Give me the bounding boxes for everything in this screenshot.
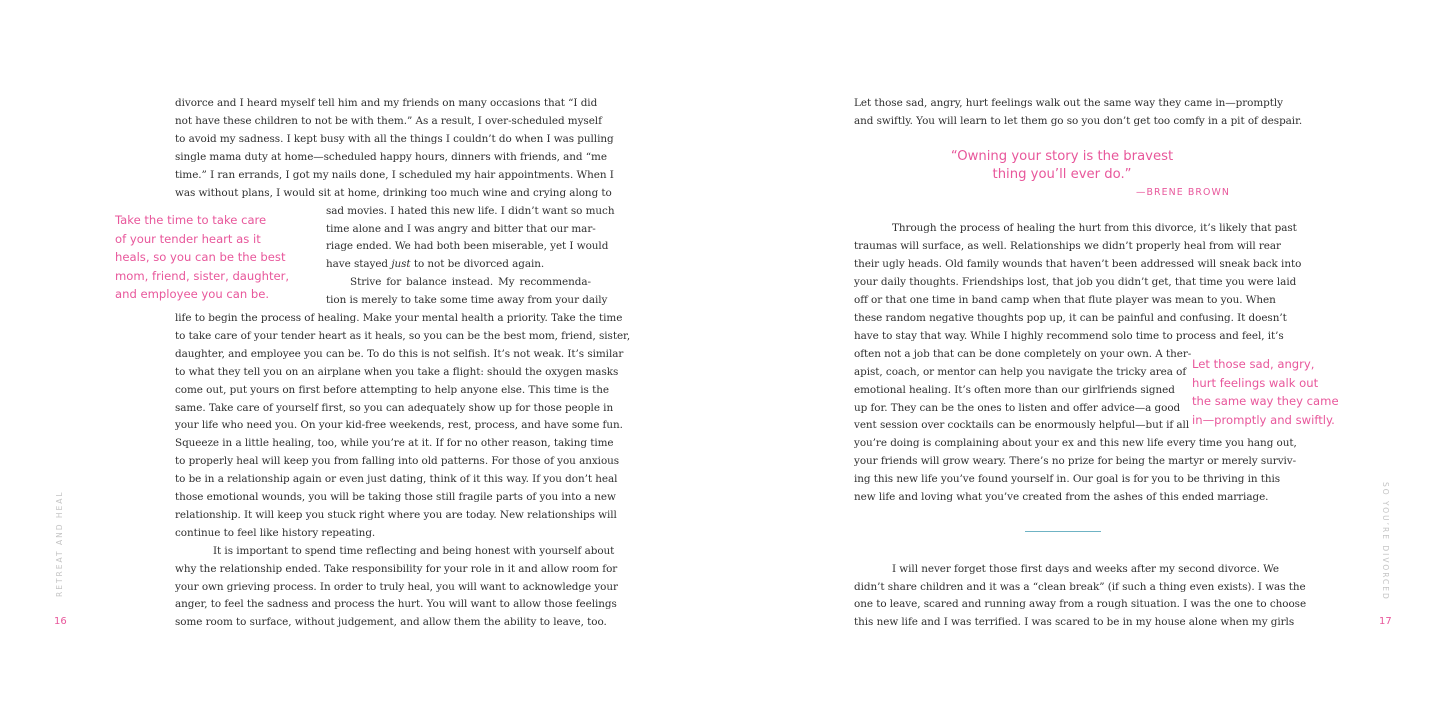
text-line: didn’t share children and it was a “clean break” (if such a thing even exists). I was the (854, 581, 1306, 593)
text-line: those emotional wounds, you will be taking those still fragile parts of you into a new (175, 491, 616, 503)
quote-line: thing you’ll ever do.” (992, 167, 1132, 182)
pull-quote-line: and employee you can be. (115, 287, 270, 302)
text-line: divorce and I heard myself tell him and my friends on many occasions that “I did (175, 97, 598, 109)
pull-quote-line: Let those sad, angry, (1192, 357, 1315, 371)
page-number-right: 17 (1379, 616, 1392, 627)
text-line: anger, to feel the sadness and process the hurt. You will want to allow those feelings (175, 598, 617, 610)
text-line: emotional healing. It’s often more than our girlfriends signed (854, 384, 1175, 396)
quote-line: “Owning your story is the bravest (950, 149, 1174, 164)
text-line: off or that one time in band camp when that flute player was mean to you. When (854, 294, 1276, 306)
text-line: one to leave, scared and running away from a rough situation. I was the one to choose (854, 598, 1307, 610)
text-line: often not a job that can be done completely on your own. A ther- (854, 348, 1192, 360)
text-line: new life and loving what you’ve created from the ashes of this ended marriage. (854, 491, 1269, 503)
text-line: have to stay that way. While I highly recommend solo time to process and feel, it’s (854, 330, 1284, 342)
text-line: up for. They can be the ones to listen and offer advice—a good (854, 402, 1181, 414)
text-line: your life who need you. On your kid-free weekends, rest, process, and have some fun. (175, 419, 623, 431)
text-line: to take care of your tender heart as it heals, so you can be the best mom, friend, sister, (175, 330, 631, 342)
pull-quote-line: of your tender heart as it (115, 231, 261, 246)
right-pull-quote (1192, 355, 1339, 429)
text-line: tion is merely to take some time away from your daily (326, 294, 608, 306)
text-line: time.” I ran errands, I got my nails done, I scheduled my hair appointments. When I (175, 169, 614, 181)
text-line: continue to feel like history repeating. (175, 527, 376, 539)
text-line: to properly heal will keep you from falling into old patterns. For those of you anxious (175, 455, 620, 467)
pull-quote-line: mom, friend, sister, daughter, (115, 268, 290, 283)
text-line: to be in a relationship again or even just dating, think of it this way. If you don’t heal (175, 473, 618, 485)
text-line: time alone and I was angry and bitter that our mar- (326, 223, 596, 235)
text-line: sad movies. I hated this new life. I didn’t want so much (326, 205, 615, 217)
text-line: this new life and I was terrified. I was scared to be in my house alone when my girls (854, 616, 1295, 628)
text-line: these random negative thoughts pop up, it can be painful and confusing. It doesn’t (854, 312, 1287, 324)
text-line: daughter, and employee you can be. To do this is not selfish. It’s not weak. It’s similar (175, 348, 624, 360)
text-line: not have these children to not be with them.” As a result, I over-scheduled myself (175, 115, 602, 127)
running-head-left: RETREAT AND HEAL (55, 490, 64, 597)
text-line: I will never forget those first days and weeks after my second divorce. We (892, 563, 1280, 575)
text-line: life to begin the process of healing. Make your mental health a priority. Take the time (175, 312, 623, 324)
text-line: come out, put yours on first before attempting to help anyone else. This time is the (175, 384, 609, 396)
text-line: to avoid my sadness. I kept busy with all the things I couldn’t do when I was pulling (175, 133, 614, 145)
text-line: and swiftly. You will learn to let them go so you don’t get too comfy in a pit of despair. (854, 115, 1303, 127)
quote-attribution: —BRENE BROWN (1136, 187, 1230, 198)
text-line: was without plans, I would sit at home, drinking too much wine and crying along to (175, 187, 612, 199)
text-line: your own grieving process. In order to truly heal, you will want to acknowledge your (175, 581, 618, 593)
left-pull-quote (115, 211, 289, 304)
text-fragment: have stayed (326, 258, 389, 270)
text-line: It is important to spend time reflecting and being honest with yourself about (213, 545, 615, 557)
text-line: why the relationship ended. Take responsibility for your role in it and allow room for (175, 563, 618, 575)
text-line: traumas will surface, as well. Relationships we didn’t properly heal from will rear (854, 240, 1281, 252)
pull-quote-line: hurt feelings walk out (1192, 375, 1319, 390)
text-line: your daily thoughts. Friendships lost, that job you didn’t get, that time you were laid (854, 276, 1297, 288)
pull-quote-line: in—promptly and swiftly. (1192, 412, 1335, 427)
running-head-right: SO YOU’RE DIVORCED (1381, 482, 1390, 601)
text-line: their ugly heads. Old family wounds that haven’t been addressed will sneak back into (854, 258, 1302, 270)
text-line: Strive for balance instead. My recommenda- (350, 276, 591, 288)
text-line: you’re doing is complaining about your ex and this new life every time you hang out, (854, 437, 1297, 449)
text-line: ing this new life you’ve found yourself in. Our goal is for you to be thriving in this (854, 473, 1281, 485)
text-line: some room to surface, without judgement, and allow them the ability to leave, too. (175, 616, 607, 628)
text-line: vent session over cocktails can be enormously helpful—but if all (854, 419, 1190, 431)
text-line (326, 256, 591, 274)
text-line: single mama duty at home—scheduled happy hours, dinners with friends, and “me (175, 151, 607, 163)
pull-quote-line: Take the time to take care (115, 213, 267, 227)
text-line: riage ended. We had both been miserable, yet I would (326, 240, 609, 252)
text-fragment: to not be divorced again. (413, 258, 545, 270)
text-line: relationship. It will keep you stuck right where you are today. New relationships will (175, 509, 617, 521)
page-number-left: 16 (54, 616, 67, 627)
text-line: Let those sad, angry, hurt feelings walk out the same way they came in—promptly (854, 97, 1283, 109)
text-line: Through the process of healing the hurt from this divorce, it’s likely that past (892, 222, 1297, 234)
pull-quote-line: the same way they came (1192, 394, 1339, 409)
text-line: apist, coach, or mentor can help you navigate the tricky area of (854, 366, 1187, 378)
text-line: same. Take care of yourself first, so you can adequately show up for those people in (175, 402, 614, 414)
section-divider (1025, 531, 1101, 532)
pull-quote-line: heals, so you can be the best (115, 250, 286, 265)
text-line: Squeeze in a little healing, too, while you’re at it. If for no other reason, taking time (175, 437, 614, 449)
text-line: your friends will grow weary. There’s no prize for being the martyr or merely surviv- (854, 455, 1297, 467)
text-line: to what they tell you on an airplane when you take a flight: should the oxygen masks (175, 366, 619, 378)
epigraph-quote (902, 148, 1222, 184)
emphasis-text: just (391, 258, 411, 270)
